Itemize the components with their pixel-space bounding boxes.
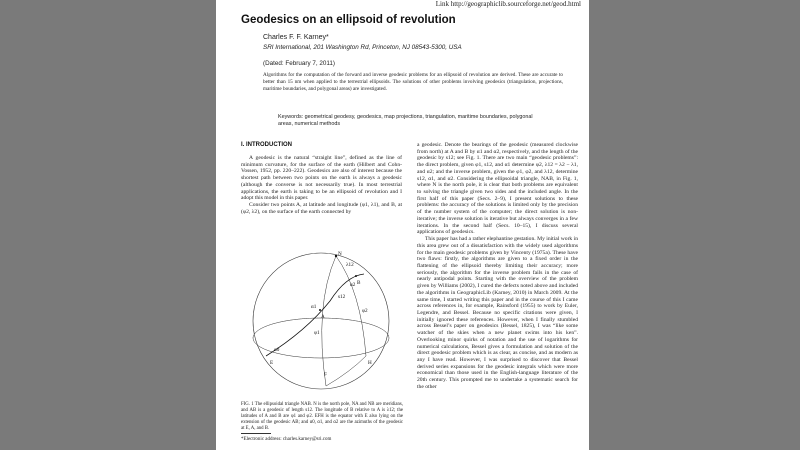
footnote: *Electronic address: charles.karney@sri.com <box>241 437 332 442</box>
fig-label-alpha0: α0 <box>274 347 280 353</box>
point-a <box>319 309 321 311</box>
right-column <box>417 142 578 391</box>
fig-label-phi1: φ1 <box>314 330 320 336</box>
footnote-rule <box>241 433 271 434</box>
figure-caption: FIG. 1 The ellipsoidal triangle NAB. N is the north pole, NA and NB are meridians, and AB is a geodesic of length s12. The longitude of B relative to A is λ12; the latitudes of A and B are φ1 and φ2. EFH is the equator with E also lying on the extension of the geodesic AB; and α0, α1, and α2 are the azimuths of the geodesic at E, A, and B. <box>241 402 403 431</box>
affiliation-line: SRI International, 201 Washington Rd, Princeton, NJ 08543-5300, USA <box>263 44 462 51</box>
paper-page <box>216 0 589 450</box>
left-column <box>241 155 402 215</box>
meridian-a <box>322 256 336 386</box>
author-line: Charles F. F. Karney* <box>263 34 329 41</box>
left-paragraph: A geodesic is the natural “straight line”, defined as the line of minimum curvature, for the surface of the earth (Hilbert and Cohn-Vossen, 1952, pp. 220–222). Geodesics are also of interest because the shortest path between two points on the earth is always a geodesic (although the converse is not necessarily true). In most terrestrial applications, the earth is taking to be an ellipsoid of revolution and I adopt this model in this paper. <box>241 155 402 202</box>
fig-label-f: F <box>324 372 327 378</box>
fig-label-b: B <box>357 280 361 286</box>
meridian-b <box>336 256 366 356</box>
equator-arc-fh <box>326 356 366 386</box>
pole-point <box>335 255 337 257</box>
sphere-outline <box>253 253 389 389</box>
point-b <box>355 275 357 277</box>
left-paragraph: Consider two points A, at latitude and longitude (φ1, λ1), and B, at (φ2, λ2), on the surface of the earth connected by <box>241 201 402 215</box>
fig-label-lambda12: λ12 <box>346 262 354 268</box>
fig-label-e: E <box>270 360 274 366</box>
right-paragraph: a geodesic. Denote the bearings of the geodesic (measured clockwise from north) at A and B by α1 and α2, respectively, and the length of the geodesic by s12; see Fig. 1. There are two main “geodesic problems”: the direct problem, given φ1, s12, and α1 determine φ2, λ12 = λ2 − λ1, and α2; and the inverse problem, given the φ1, φ2, and λ12, determine s12, α1, and α2. Considering the ellipsoidal triangle, NAB, in Fig. 1, where N is the north pole, it is clear that both problems are equivalent to solving the triangle given two sides and the included angle. In the first half of this paper (Secs. 2–9), I present solutions to these problems: the accuracy of the solutions is limited only by the precision of the number system of the computer; the direct solution is non-iterative; the inverse solution is iterative but always converges in a few iterations. In the second half (Secs. 10–15), I discuss several applications of geodesics. <box>417 142 578 236</box>
right-margin-background <box>589 0 800 450</box>
fig-label-phi2: φ2 <box>362 308 368 314</box>
figure-ellipsoid-triangle <box>246 246 396 396</box>
header-link[interactable]: Link http://geographiclib.sourceforge.net/geod.html <box>435 0 581 8</box>
section-heading: I. INTRODUCTION <box>241 142 292 148</box>
right-paragraph: This paper has had a rather elephantine gestation. My initial work in this area grew out of a dissatisfaction with the widely used algorithms for the main geodesic problems given by Vincenty (1975a). These have two flaws: firstly, the algorithms are given to a fixed order in the flattening of the ellipsoid thereby limiting their accuracy; more seriously, the algorithm for the inverse problem fails in the case of nearly antipodal points. Starting with the overview of the problem given by Williams (2002), I cured the defects noted above and included the algorithms in GeographicLib (Karney, 2010) in March 2009. At the same time, I started writing this paper and in the course of this I came across references in, for example, Rainsford (1955) to work by Euler, Legendre, and Bessel. Because no specific citations were given, I initially ignored these references. However, when I finally stumbled across Bessel’s paper on geodesics (Bessel, 1825), I was “like some watcher of the skies when a new planet swims into his ken”. Overlooking minor quirks of notation and the use of logarithms for numerical calculations, Bessel gives a formulation and solution of the direct geodesic problem which is as clear, as concise, and as modern as any I have read. However, I was surprised to discover that Bessel derived series expansions for the geodesic integrals which were more economical than those used in the English-language literature of the 20th century. This prompted me to undertake a systematic search for the other <box>417 236 578 390</box>
equator-back <box>253 318 389 338</box>
date-line: (Dated: February 7, 2011) <box>263 60 335 67</box>
fig-label-n: N <box>338 251 342 257</box>
abstract: Algorithms for the computation of the forward and inverse geodesic problems for an ellipsoid of revolution are derived. These are accurate to better than 15 nm when applied to the terrestrial ellipsoids. The solutions of other problems involving geodesics (triangulation, projections, maritime boundaries, and polygonal areas) are investigated. <box>263 72 563 92</box>
fig-label-a: A <box>321 314 325 320</box>
keywords: Keywords: geometrical geodesy, geodesics, map projections, triangulation, maritime boundaries, polygonal areas, numerical methods <box>278 114 533 127</box>
fig-label-alpha1: α1 <box>311 304 317 310</box>
paper-title: Geodesics on an ellipsoid of revolution <box>241 14 456 26</box>
left-margin-background <box>0 0 216 450</box>
fig-label-s12: s12 <box>338 294 346 300</box>
fig-label-h: H <box>368 360 372 366</box>
fig-label-alpha2: α2 <box>350 282 356 288</box>
